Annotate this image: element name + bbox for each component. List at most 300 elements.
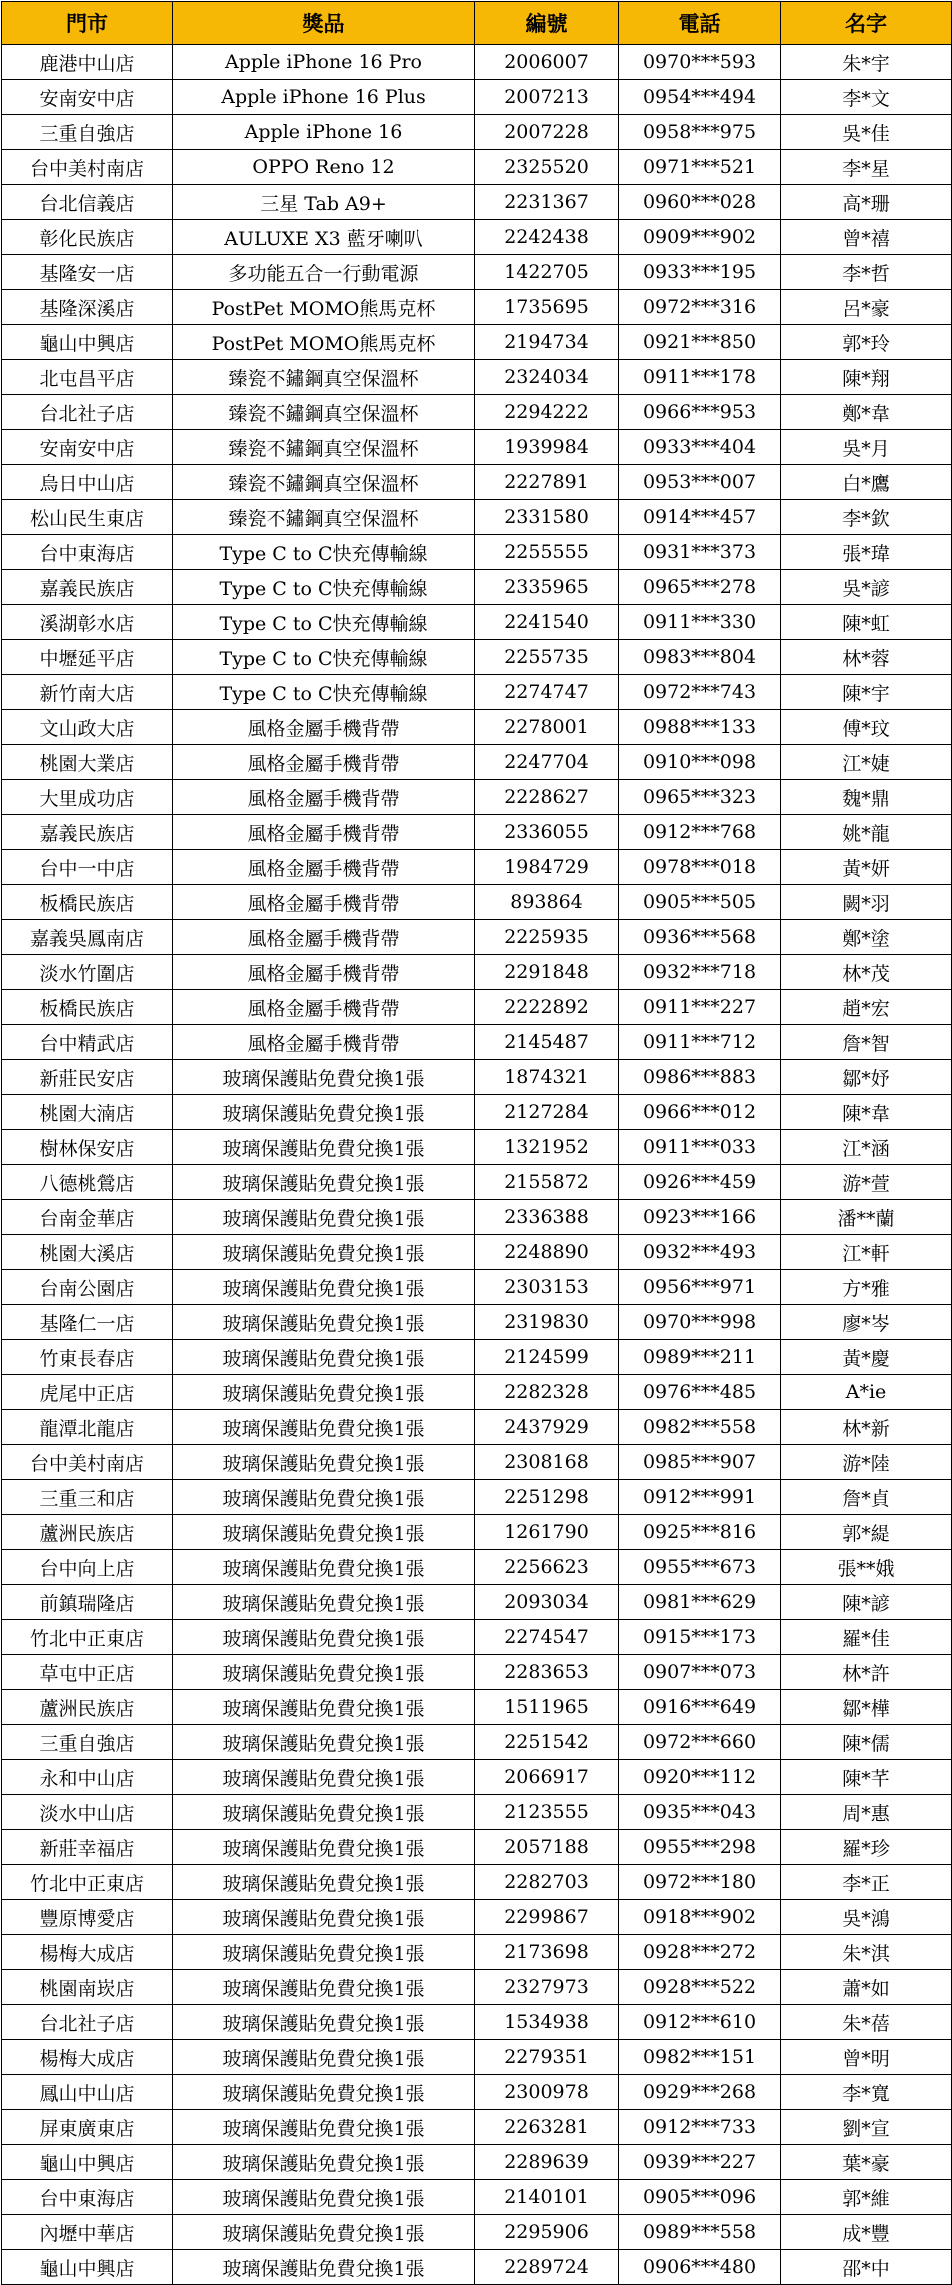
store-cell: 三重自強店 xyxy=(2,1725,173,1760)
store-cell: 龜山中興店 xyxy=(2,2145,173,2180)
prize-cell: 臻瓷不鏽鋼真空保溫杯 xyxy=(173,500,475,535)
number-cell: 2255735 xyxy=(475,640,619,675)
prize-cell: 玻璃保護貼免費兌換1張 xyxy=(173,2180,475,2215)
name-cell: 詹*貞 xyxy=(781,1480,952,1515)
phone-cell: 0939***227 xyxy=(619,2145,781,2180)
table-row xyxy=(2,395,952,430)
prize-cell: 風格金屬手機背帶 xyxy=(173,780,475,815)
name-cell: 游*陸 xyxy=(781,1445,952,1480)
table-row xyxy=(2,990,952,1025)
store-cell: 板橋民族店 xyxy=(2,990,173,1025)
number-cell: 2279351 xyxy=(475,2040,619,2075)
number-cell: 2327973 xyxy=(475,1970,619,2005)
table-row xyxy=(2,2180,952,2215)
name-cell: 詹*智 xyxy=(781,1025,952,1060)
number-cell: 2299867 xyxy=(475,1900,619,1935)
number-cell: 2282703 xyxy=(475,1865,619,1900)
store-cell: 淡水竹圍店 xyxy=(2,955,173,990)
table-row xyxy=(2,115,952,150)
number-cell: 1984729 xyxy=(475,850,619,885)
table-row xyxy=(2,815,952,850)
phone-cell: 0911***178 xyxy=(619,360,781,395)
prize-cell: 玻璃保護貼免費兌換1張 xyxy=(173,1095,475,1130)
phone-cell: 0982***151 xyxy=(619,2040,781,2075)
number-cell: 2241540 xyxy=(475,605,619,640)
name-cell: 廖*岑 xyxy=(781,1305,952,1340)
name-cell: 吳*鴻 xyxy=(781,1900,952,1935)
table-row xyxy=(2,1865,952,1900)
number-cell: 2124599 xyxy=(475,1340,619,1375)
table-row xyxy=(2,1620,952,1655)
prize-cell: 玻璃保護貼免費兌換1張 xyxy=(173,1795,475,1830)
store-cell: 虎尾中正店 xyxy=(2,1375,173,1410)
table-row xyxy=(2,1305,952,1340)
store-cell: 台中美村南店 xyxy=(2,150,173,185)
phone-cell: 0911***330 xyxy=(619,605,781,640)
number-cell: 2256623 xyxy=(475,1550,619,1585)
store-cell: 台北社子店 xyxy=(2,2005,173,2040)
name-cell: 陳*韋 xyxy=(781,1095,952,1130)
store-cell: 八德桃鶯店 xyxy=(2,1165,173,1200)
table-row xyxy=(2,1550,952,1585)
phone-cell: 0953***007 xyxy=(619,465,781,500)
prize-cell: 玻璃保護貼免費兌換1張 xyxy=(173,1760,475,1795)
number-cell: 1874321 xyxy=(475,1060,619,1095)
prize-cell: 玻璃保護貼免費兌換1張 xyxy=(173,1130,475,1165)
name-cell: 郭*玲 xyxy=(781,325,952,360)
name-cell: 陳*儒 xyxy=(781,1725,952,1760)
table-row xyxy=(2,1095,952,1130)
phone-cell: 0965***278 xyxy=(619,570,781,605)
phone-cell: 0932***493 xyxy=(619,1235,781,1270)
number-cell: 1534938 xyxy=(475,2005,619,2040)
phone-cell: 0932***718 xyxy=(619,955,781,990)
number-cell: 2274747 xyxy=(475,675,619,710)
table-row xyxy=(2,360,952,395)
store-cell: 台中東海店 xyxy=(2,2180,173,2215)
phone-cell: 0983***804 xyxy=(619,640,781,675)
store-cell: 竹北中正東店 xyxy=(2,1620,173,1655)
store-cell: 基隆安一店 xyxy=(2,255,173,290)
name-cell: 潘**蘭 xyxy=(781,1200,952,1235)
store-cell: 龍潭北龍店 xyxy=(2,1410,173,1445)
store-cell: 內壢中華店 xyxy=(2,2215,173,2250)
store-cell: 大里成功店 xyxy=(2,780,173,815)
phone-cell: 0926***459 xyxy=(619,1165,781,1200)
name-cell: 魏*鼎 xyxy=(781,780,952,815)
phone-cell: 0958***975 xyxy=(619,115,781,150)
number-cell: 1939984 xyxy=(475,430,619,465)
prize-cell: Type C to C快充傳輸線 xyxy=(173,640,475,675)
number-cell: 2282328 xyxy=(475,1375,619,1410)
prize-cell: 風格金屬手機背帶 xyxy=(173,920,475,955)
table-row xyxy=(2,1445,952,1480)
prize-cell: OPPO Reno 12 xyxy=(173,150,475,185)
number-cell: 2066917 xyxy=(475,1760,619,1795)
prize-cell: 三星 Tab A9+ xyxy=(173,185,475,220)
name-cell: 朱*宇 xyxy=(781,45,952,80)
prize-cell: 風格金屬手機背帶 xyxy=(173,710,475,745)
prize-cell: 玻璃保護貼免費兌換1張 xyxy=(173,1900,475,1935)
prize-cell: 玻璃保護貼免費兌換1張 xyxy=(173,2110,475,2145)
prize-cell: 玻璃保護貼免費兌換1張 xyxy=(173,1060,475,1095)
table-row xyxy=(2,80,952,115)
prize-cell: 玻璃保護貼免費兌換1張 xyxy=(173,1725,475,1760)
store-cell: 桃園大業店 xyxy=(2,745,173,780)
phone-cell: 0909***902 xyxy=(619,220,781,255)
name-cell: 李*文 xyxy=(781,80,952,115)
prize-cell: 玻璃保護貼免費兌換1張 xyxy=(173,1620,475,1655)
name-cell: 陳*虹 xyxy=(781,605,952,640)
name-cell: 鄭*韋 xyxy=(781,395,952,430)
table-row xyxy=(2,430,952,465)
number-cell: 2248890 xyxy=(475,1235,619,1270)
store-cell: 屏東廣東店 xyxy=(2,2110,173,2145)
store-cell: 桃園南崁店 xyxy=(2,1970,173,2005)
header-prize: 獎品 xyxy=(173,2,475,45)
prize-cell: 玻璃保護貼免費兌換1張 xyxy=(173,1550,475,1585)
number-cell: 2437929 xyxy=(475,1410,619,1445)
table-row xyxy=(2,850,952,885)
number-cell: 1511965 xyxy=(475,1690,619,1725)
name-cell: 闕*羽 xyxy=(781,885,952,920)
phone-cell: 0931***373 xyxy=(619,535,781,570)
table-row xyxy=(2,465,952,500)
phone-cell: 0920***112 xyxy=(619,1760,781,1795)
phone-cell: 0965***323 xyxy=(619,780,781,815)
number-cell: 1321952 xyxy=(475,1130,619,1165)
prize-cell: 玻璃保護貼免費兌換1張 xyxy=(173,2075,475,2110)
store-cell: 中壢延平店 xyxy=(2,640,173,675)
name-cell: 李*欽 xyxy=(781,500,952,535)
number-cell: 2278001 xyxy=(475,710,619,745)
number-cell: 2283653 xyxy=(475,1655,619,1690)
phone-cell: 0972***743 xyxy=(619,675,781,710)
number-cell: 2289724 xyxy=(475,2250,619,2285)
number-cell: 2295906 xyxy=(475,2215,619,2250)
prize-cell: 玻璃保護貼免費兌換1張 xyxy=(173,1970,475,2005)
store-cell: 前鎮瑞隆店 xyxy=(2,1585,173,1620)
phone-cell: 0970***593 xyxy=(619,45,781,80)
name-cell: 曾*禧 xyxy=(781,220,952,255)
phone-cell: 0935***043 xyxy=(619,1795,781,1830)
phone-cell: 0925***816 xyxy=(619,1515,781,1550)
phone-cell: 0955***673 xyxy=(619,1550,781,1585)
store-cell: 鹿港中山店 xyxy=(2,45,173,80)
phone-cell: 0906***480 xyxy=(619,2250,781,2285)
table-row xyxy=(2,885,952,920)
prize-cell: 風格金屬手機背帶 xyxy=(173,990,475,1025)
prize-cell: 玻璃保護貼免費兌換1張 xyxy=(173,1200,475,1235)
phone-cell: 0914***457 xyxy=(619,500,781,535)
store-cell: 基隆仁一店 xyxy=(2,1305,173,1340)
name-cell: 周*惠 xyxy=(781,1795,952,1830)
table-row xyxy=(2,1130,952,1165)
table-row xyxy=(2,220,952,255)
prize-cell: 臻瓷不鏽鋼真空保溫杯 xyxy=(173,360,475,395)
table-row xyxy=(2,185,952,220)
prize-cell: 玻璃保護貼免費兌換1張 xyxy=(173,1690,475,1725)
table-row xyxy=(2,1970,952,2005)
name-cell: 高*珊 xyxy=(781,185,952,220)
phone-cell: 0986***883 xyxy=(619,1060,781,1095)
store-cell: 文山政大店 xyxy=(2,710,173,745)
store-cell: 烏日中山店 xyxy=(2,465,173,500)
name-cell: 林*茂 xyxy=(781,955,952,990)
prize-cell: 臻瓷不鏽鋼真空保溫杯 xyxy=(173,430,475,465)
store-cell: 鳳山中山店 xyxy=(2,2075,173,2110)
number-cell: 1261790 xyxy=(475,1515,619,1550)
name-cell: 傅*玟 xyxy=(781,710,952,745)
prize-cell: 玻璃保護貼免費兌換1張 xyxy=(173,1375,475,1410)
prize-cell: 玻璃保護貼免費兌換1張 xyxy=(173,1585,475,1620)
table-row xyxy=(2,150,952,185)
phone-cell: 0981***629 xyxy=(619,1585,781,1620)
name-cell: 陳*翔 xyxy=(781,360,952,395)
store-cell: 桃園大湳店 xyxy=(2,1095,173,1130)
name-cell: 黃*慶 xyxy=(781,1340,952,1375)
store-cell: 嘉義民族店 xyxy=(2,570,173,605)
header-name: 名字 xyxy=(781,2,952,45)
store-cell: 板橋民族店 xyxy=(2,885,173,920)
number-cell: 2331580 xyxy=(475,500,619,535)
number-cell: 2093034 xyxy=(475,1585,619,1620)
winners-table xyxy=(1,1,952,2285)
prize-cell: 玻璃保護貼免費兌換1張 xyxy=(173,1445,475,1480)
phone-cell: 0982***558 xyxy=(619,1410,781,1445)
store-cell: 台南金華店 xyxy=(2,1200,173,1235)
header-number: 編號 xyxy=(475,2,619,45)
prize-cell: 玻璃保護貼免費兌換1張 xyxy=(173,2040,475,2075)
table-row xyxy=(2,1795,952,1830)
phone-cell: 0971***521 xyxy=(619,150,781,185)
phone-cell: 0911***712 xyxy=(619,1025,781,1060)
store-cell: 龜山中興店 xyxy=(2,325,173,360)
phone-cell: 0955***298 xyxy=(619,1830,781,1865)
name-cell: 江*軒 xyxy=(781,1235,952,1270)
table-row xyxy=(2,45,952,80)
prize-cell: Apple iPhone 16 xyxy=(173,115,475,150)
name-cell: 吳*佳 xyxy=(781,115,952,150)
table-row xyxy=(2,1690,952,1725)
number-cell: 2247704 xyxy=(475,745,619,780)
name-cell: 白*鷹 xyxy=(781,465,952,500)
phone-cell: 0910***098 xyxy=(619,745,781,780)
name-cell: 劉*宣 xyxy=(781,2110,952,2145)
name-cell: 江*婕 xyxy=(781,745,952,780)
name-cell: 邵*中 xyxy=(781,2250,952,2285)
table-row xyxy=(2,2215,952,2250)
name-cell: 鄒*樺 xyxy=(781,1690,952,1725)
number-cell: 2194734 xyxy=(475,325,619,360)
prize-cell: Type C to C快充傳輸線 xyxy=(173,675,475,710)
number-cell: 2145487 xyxy=(475,1025,619,1060)
prize-cell: 玻璃保護貼免費兌換1張 xyxy=(173,1270,475,1305)
phone-cell: 0954***494 xyxy=(619,80,781,115)
store-cell: 桃園大溪店 xyxy=(2,1235,173,1270)
table-row xyxy=(2,2040,952,2075)
table-row xyxy=(2,325,952,360)
name-cell: 羅*佳 xyxy=(781,1620,952,1655)
number-cell: 2242438 xyxy=(475,220,619,255)
number-cell: 893864 xyxy=(475,885,619,920)
table-row xyxy=(2,640,952,675)
name-cell: A*ie xyxy=(781,1375,952,1410)
table-row xyxy=(2,675,952,710)
name-cell: 蕭*如 xyxy=(781,1970,952,2005)
prize-cell: 風格金屬手機背帶 xyxy=(173,815,475,850)
store-cell: 松山民生東店 xyxy=(2,500,173,535)
name-cell: 林*蓉 xyxy=(781,640,952,675)
prize-cell: 玻璃保護貼免費兌換1張 xyxy=(173,2215,475,2250)
name-cell: 朱*蓓 xyxy=(781,2005,952,2040)
prize-cell: 玻璃保護貼免費兌換1張 xyxy=(173,1340,475,1375)
number-cell: 2127284 xyxy=(475,1095,619,1130)
table-row xyxy=(2,1375,952,1410)
phone-cell: 0989***211 xyxy=(619,1340,781,1375)
phone-cell: 0960***028 xyxy=(619,185,781,220)
store-cell: 蘆洲民族店 xyxy=(2,1515,173,1550)
number-cell: 2308168 xyxy=(475,1445,619,1480)
table-row xyxy=(2,1585,952,1620)
prize-cell: 玻璃保護貼免費兌換1張 xyxy=(173,1410,475,1445)
store-cell: 楊梅大成店 xyxy=(2,1935,173,1970)
phone-cell: 0989***558 xyxy=(619,2215,781,2250)
store-cell: 竹東長春店 xyxy=(2,1340,173,1375)
name-cell: 李*哲 xyxy=(781,255,952,290)
table-row xyxy=(2,955,952,990)
table-row xyxy=(2,535,952,570)
name-cell: 陳*宇 xyxy=(781,675,952,710)
store-cell: 嘉義民族店 xyxy=(2,815,173,850)
phone-cell: 0912***733 xyxy=(619,2110,781,2145)
phone-cell: 0966***953 xyxy=(619,395,781,430)
store-cell: 台南公園店 xyxy=(2,1270,173,1305)
store-cell: 淡水中山店 xyxy=(2,1795,173,1830)
prize-cell: 玻璃保護貼免費兌換1張 xyxy=(173,1830,475,1865)
table-row xyxy=(2,1725,952,1760)
table-row xyxy=(2,710,952,745)
store-cell: 台北信義店 xyxy=(2,185,173,220)
name-cell: 林*新 xyxy=(781,1410,952,1445)
prize-cell: 玻璃保護貼免費兌換1張 xyxy=(173,2250,475,2285)
table-row xyxy=(2,1200,952,1235)
number-cell: 1422705 xyxy=(475,255,619,290)
phone-cell: 0936***568 xyxy=(619,920,781,955)
store-cell: 台中一中店 xyxy=(2,850,173,885)
number-cell: 2006007 xyxy=(475,45,619,80)
store-cell: 永和中山店 xyxy=(2,1760,173,1795)
name-cell: 方*雅 xyxy=(781,1270,952,1305)
number-cell: 2294222 xyxy=(475,395,619,430)
number-cell: 2231367 xyxy=(475,185,619,220)
prize-cell: 玻璃保護貼免費兌換1張 xyxy=(173,1305,475,1340)
phone-cell: 0929***268 xyxy=(619,2075,781,2110)
store-cell: 三重三和店 xyxy=(2,1480,173,1515)
name-cell: 游*萱 xyxy=(781,1165,952,1200)
prize-cell: 風格金屬手機背帶 xyxy=(173,885,475,920)
number-cell: 1735695 xyxy=(475,290,619,325)
prize-cell: 玻璃保護貼免費兌換1張 xyxy=(173,1515,475,1550)
table-row xyxy=(2,1340,952,1375)
prize-cell: Type C to C快充傳輸線 xyxy=(173,535,475,570)
number-cell: 2228627 xyxy=(475,780,619,815)
store-cell: 蘆洲民族店 xyxy=(2,1690,173,1725)
number-cell: 2300978 xyxy=(475,2075,619,2110)
name-cell: 趙*宏 xyxy=(781,990,952,1025)
phone-cell: 0911***227 xyxy=(619,990,781,1025)
name-cell: 林*許 xyxy=(781,1655,952,1690)
prize-cell: 臻瓷不鏽鋼真空保溫杯 xyxy=(173,465,475,500)
phone-cell: 0905***096 xyxy=(619,2180,781,2215)
table-row xyxy=(2,745,952,780)
prize-cell: 風格金屬手機背帶 xyxy=(173,955,475,990)
table-row xyxy=(2,1480,952,1515)
prize-cell: 玻璃保護貼免費兌換1張 xyxy=(173,2145,475,2180)
phone-cell: 0928***522 xyxy=(619,1970,781,2005)
table-row xyxy=(2,780,952,815)
store-cell: 安南安中店 xyxy=(2,80,173,115)
name-cell: 張*瑋 xyxy=(781,535,952,570)
store-cell: 豐原博愛店 xyxy=(2,1900,173,1935)
table-row xyxy=(2,2075,952,2110)
store-cell: 溪湖彰水店 xyxy=(2,605,173,640)
name-cell: 吳*月 xyxy=(781,430,952,465)
prize-cell: 玻璃保護貼免費兌換1張 xyxy=(173,1480,475,1515)
phone-cell: 0933***195 xyxy=(619,255,781,290)
prize-cell: PostPet MOMO熊馬克杯 xyxy=(173,325,475,360)
store-cell: 台中美村南店 xyxy=(2,1445,173,1480)
name-cell: 鄒*妤 xyxy=(781,1060,952,1095)
number-cell: 2263281 xyxy=(475,2110,619,2145)
header-row xyxy=(2,2,952,45)
name-cell: 鄭*塗 xyxy=(781,920,952,955)
prize-cell: PostPet MOMO熊馬克杯 xyxy=(173,290,475,325)
store-cell: 台北社子店 xyxy=(2,395,173,430)
table-row xyxy=(2,1165,952,1200)
phone-cell: 0988***133 xyxy=(619,710,781,745)
phone-cell: 0933***404 xyxy=(619,430,781,465)
store-cell: 新竹南大店 xyxy=(2,675,173,710)
number-cell: 2251542 xyxy=(475,1725,619,1760)
number-cell: 2336388 xyxy=(475,1200,619,1235)
table-row xyxy=(2,255,952,290)
table-row xyxy=(2,920,952,955)
number-cell: 2173698 xyxy=(475,1935,619,1970)
table-row xyxy=(2,1025,952,1060)
store-cell: 安南安中店 xyxy=(2,430,173,465)
table-row xyxy=(2,500,952,535)
store-cell: 基隆深溪店 xyxy=(2,290,173,325)
store-cell: 樹林保安店 xyxy=(2,1130,173,1165)
table-row xyxy=(2,1515,952,1550)
number-cell: 2303153 xyxy=(475,1270,619,1305)
table-row xyxy=(2,1655,952,1690)
phone-cell: 0905***505 xyxy=(619,885,781,920)
store-cell: 新莊幸福店 xyxy=(2,1830,173,1865)
phone-cell: 0907***073 xyxy=(619,1655,781,1690)
table-row xyxy=(2,2145,952,2180)
table-row xyxy=(2,1760,952,1795)
phone-cell: 0916***649 xyxy=(619,1690,781,1725)
table-row xyxy=(2,2250,952,2285)
prize-cell: Apple iPhone 16 Plus xyxy=(173,80,475,115)
prize-cell: AULUXE X3 藍牙喇叭 xyxy=(173,220,475,255)
prize-cell: Type C to C快充傳輸線 xyxy=(173,570,475,605)
store-cell: 楊梅大成店 xyxy=(2,2040,173,2075)
prize-cell: 臻瓷不鏽鋼真空保溫杯 xyxy=(173,395,475,430)
phone-cell: 0978***018 xyxy=(619,850,781,885)
